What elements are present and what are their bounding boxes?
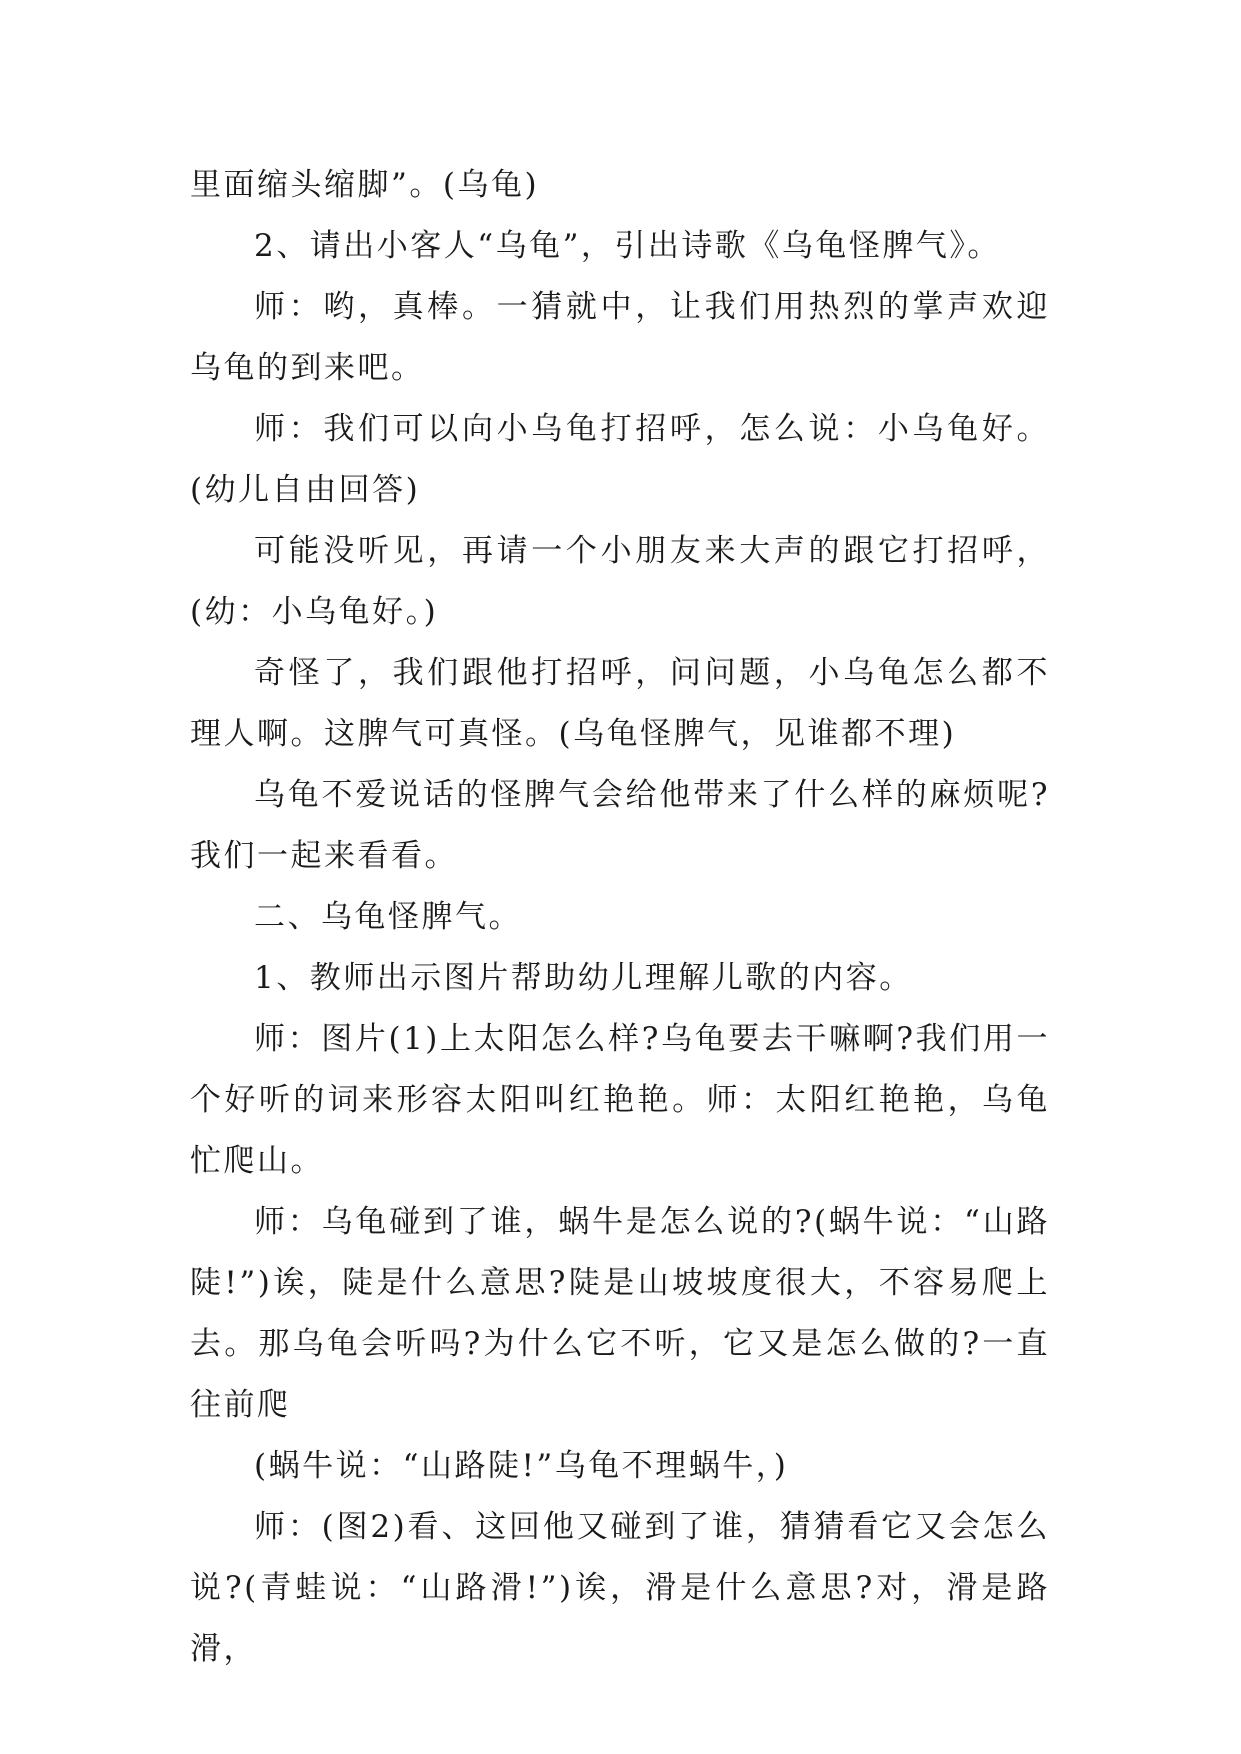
document-page — [190, 155, 1050, 1680]
paragraph-12: (蜗牛说：“山路陡!”乌龟不理蜗牛，) — [254, 1448, 789, 1484]
paragraph-10: 师：图片(1)上太阳怎么样?乌龟要去干嘛啊?我们用一个好听的词来形容太阳叫红艳艳。师：太阳红艳艳，乌龟忙爬山。 — [190, 1021, 1050, 1179]
paragraph-6: 奇怪了，我们跟他打招呼，问问题，小乌龟怎么都不理人啊。这脾气可真怪。(乌龟怪脾气，见谁都不理) — [190, 655, 1050, 752]
section-heading-2: 二、乌龟怪脾气。 — [254, 899, 522, 935]
paragraph-5: 可能没听见，再请一个小朋友来大声的跟它打招呼，(幼：小乌龟好。) — [190, 533, 1050, 630]
paragraph-9: 1、教师出示图片帮助幼儿理解儿歌的内容。 — [254, 960, 913, 996]
paragraph-7: 乌龟不爱说话的怪脾气会给他带来了什么样的麻烦呢?我们一起来看看。 — [190, 777, 1050, 874]
paragraph-4: 师：我们可以向小乌龟打招呼，怎么说：小乌龟好。(幼儿自由回答) — [190, 411, 1050, 508]
paragraph-2: 2、请出小客人“乌龟”，引出诗歌《乌龟怪脾气》。 — [254, 228, 1001, 264]
paragraph-11: 师：乌龟碰到了谁，蜗牛是怎么说的?(蜗牛说：“山路陡!”)诶，陡是什么意思?陡是山坡坡度很大，不容易爬上去。那乌龟会听吗?为什么它不听，它又是怎么做的?一直往前爬 — [190, 1204, 1050, 1423]
paragraph-1: 里面缩头缩脚”。(乌龟) — [190, 167, 540, 203]
paragraph-13: 师：(图2)看、这回他又碰到了谁，猜猜看它又会怎么说?(青蛙说：“山路滑!”)诶，滑是什么意思?对，滑是路滑， — [190, 1509, 1050, 1667]
paragraph-3: 师：哟，真棒。一猜就中，让我们用热烈的掌声欢迎乌龟的到来吧。 — [190, 289, 1050, 386]
